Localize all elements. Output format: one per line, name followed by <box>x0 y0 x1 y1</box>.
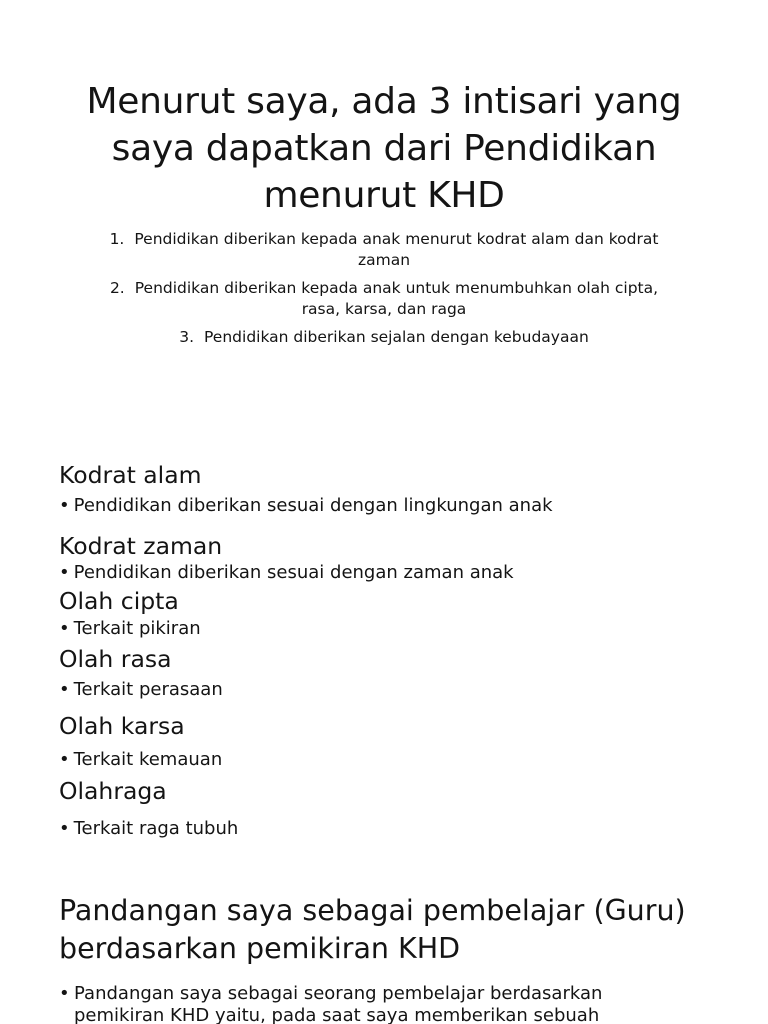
list-item-text: Pendidikan diberikan sejalan dengan kebudayaan <box>204 328 589 346</box>
bullet-kodrat-alam: • Pendidikan diberikan sesuai dengan lingkungan anak <box>59 495 553 516</box>
section-heading-olahraga: Olahraga <box>59 777 167 805</box>
bullet-olah-rasa: • Terkait perasaan <box>59 679 223 700</box>
bullet-kodrat-zaman: • Pendidikan diberikan sesuai dengan zaman anak <box>59 562 514 583</box>
bullet-olah-karsa: • Terkait kemauan <box>59 749 223 770</box>
list-number: 3. <box>179 328 195 346</box>
section-heading-olah-karsa: Olah karsa <box>59 712 185 740</box>
bullet-icon: • <box>59 749 70 770</box>
section-heading-olah-cipta: Olah cipta <box>59 587 179 615</box>
title-line-3: menurut KHD <box>263 175 505 216</box>
bullet-icon: • <box>59 983 70 1004</box>
section-heading-kodrat-zaman: Kodrat zaman <box>59 532 223 560</box>
bullet-icon: • <box>59 562 70 583</box>
view-paragraph <box>59 983 659 1024</box>
view-paragraph-text: Pandangan saya sebagai seorang pembelajar berdasarkan pemikiran KHD yaitu, pada saat saya memberikan sebuah <box>74 983 603 1024</box>
view-heading-line-2: berdasarkan pemikiran KHD <box>59 932 461 965</box>
bullet-olahraga: • Terkait raga tubuh <box>59 818 239 839</box>
numbered-list-item <box>100 229 668 270</box>
bullet-icon: • <box>59 618 70 639</box>
view-heading-line-1: Pandangan saya sebagai pembelajar (Guru) <box>59 894 686 927</box>
list-number: 2. <box>109 279 125 297</box>
summary-numbered-list <box>100 229 668 356</box>
view-heading <box>59 892 686 968</box>
title-line-1: Menurut saya, ada 3 intisari yang <box>86 81 682 122</box>
bullet-icon: • <box>59 818 70 839</box>
numbered-list-item <box>100 278 668 319</box>
bullet-icon: • <box>59 679 70 700</box>
bullet-olah-cipta: • Terkait pikiran <box>59 618 201 639</box>
numbered-list-item <box>100 327 668 348</box>
bullet-icon: • <box>59 495 70 516</box>
list-item-text: Pendidikan diberikan kepada anak menurut kodrat alam dan kodrat zaman <box>134 230 659 269</box>
section-heading-kodrat-alam: Kodrat alam <box>59 461 202 489</box>
section-heading-olah-rasa: Olah rasa <box>59 645 172 673</box>
page-title <box>60 78 708 219</box>
title-line-2: saya dapatkan dari Pendidikan <box>111 128 657 169</box>
list-item-text: Pendidikan diberikan kepada anak untuk menumbuhkan olah cipta, rasa, karsa, dan raga <box>134 279 659 318</box>
list-number: 1. <box>109 230 125 248</box>
